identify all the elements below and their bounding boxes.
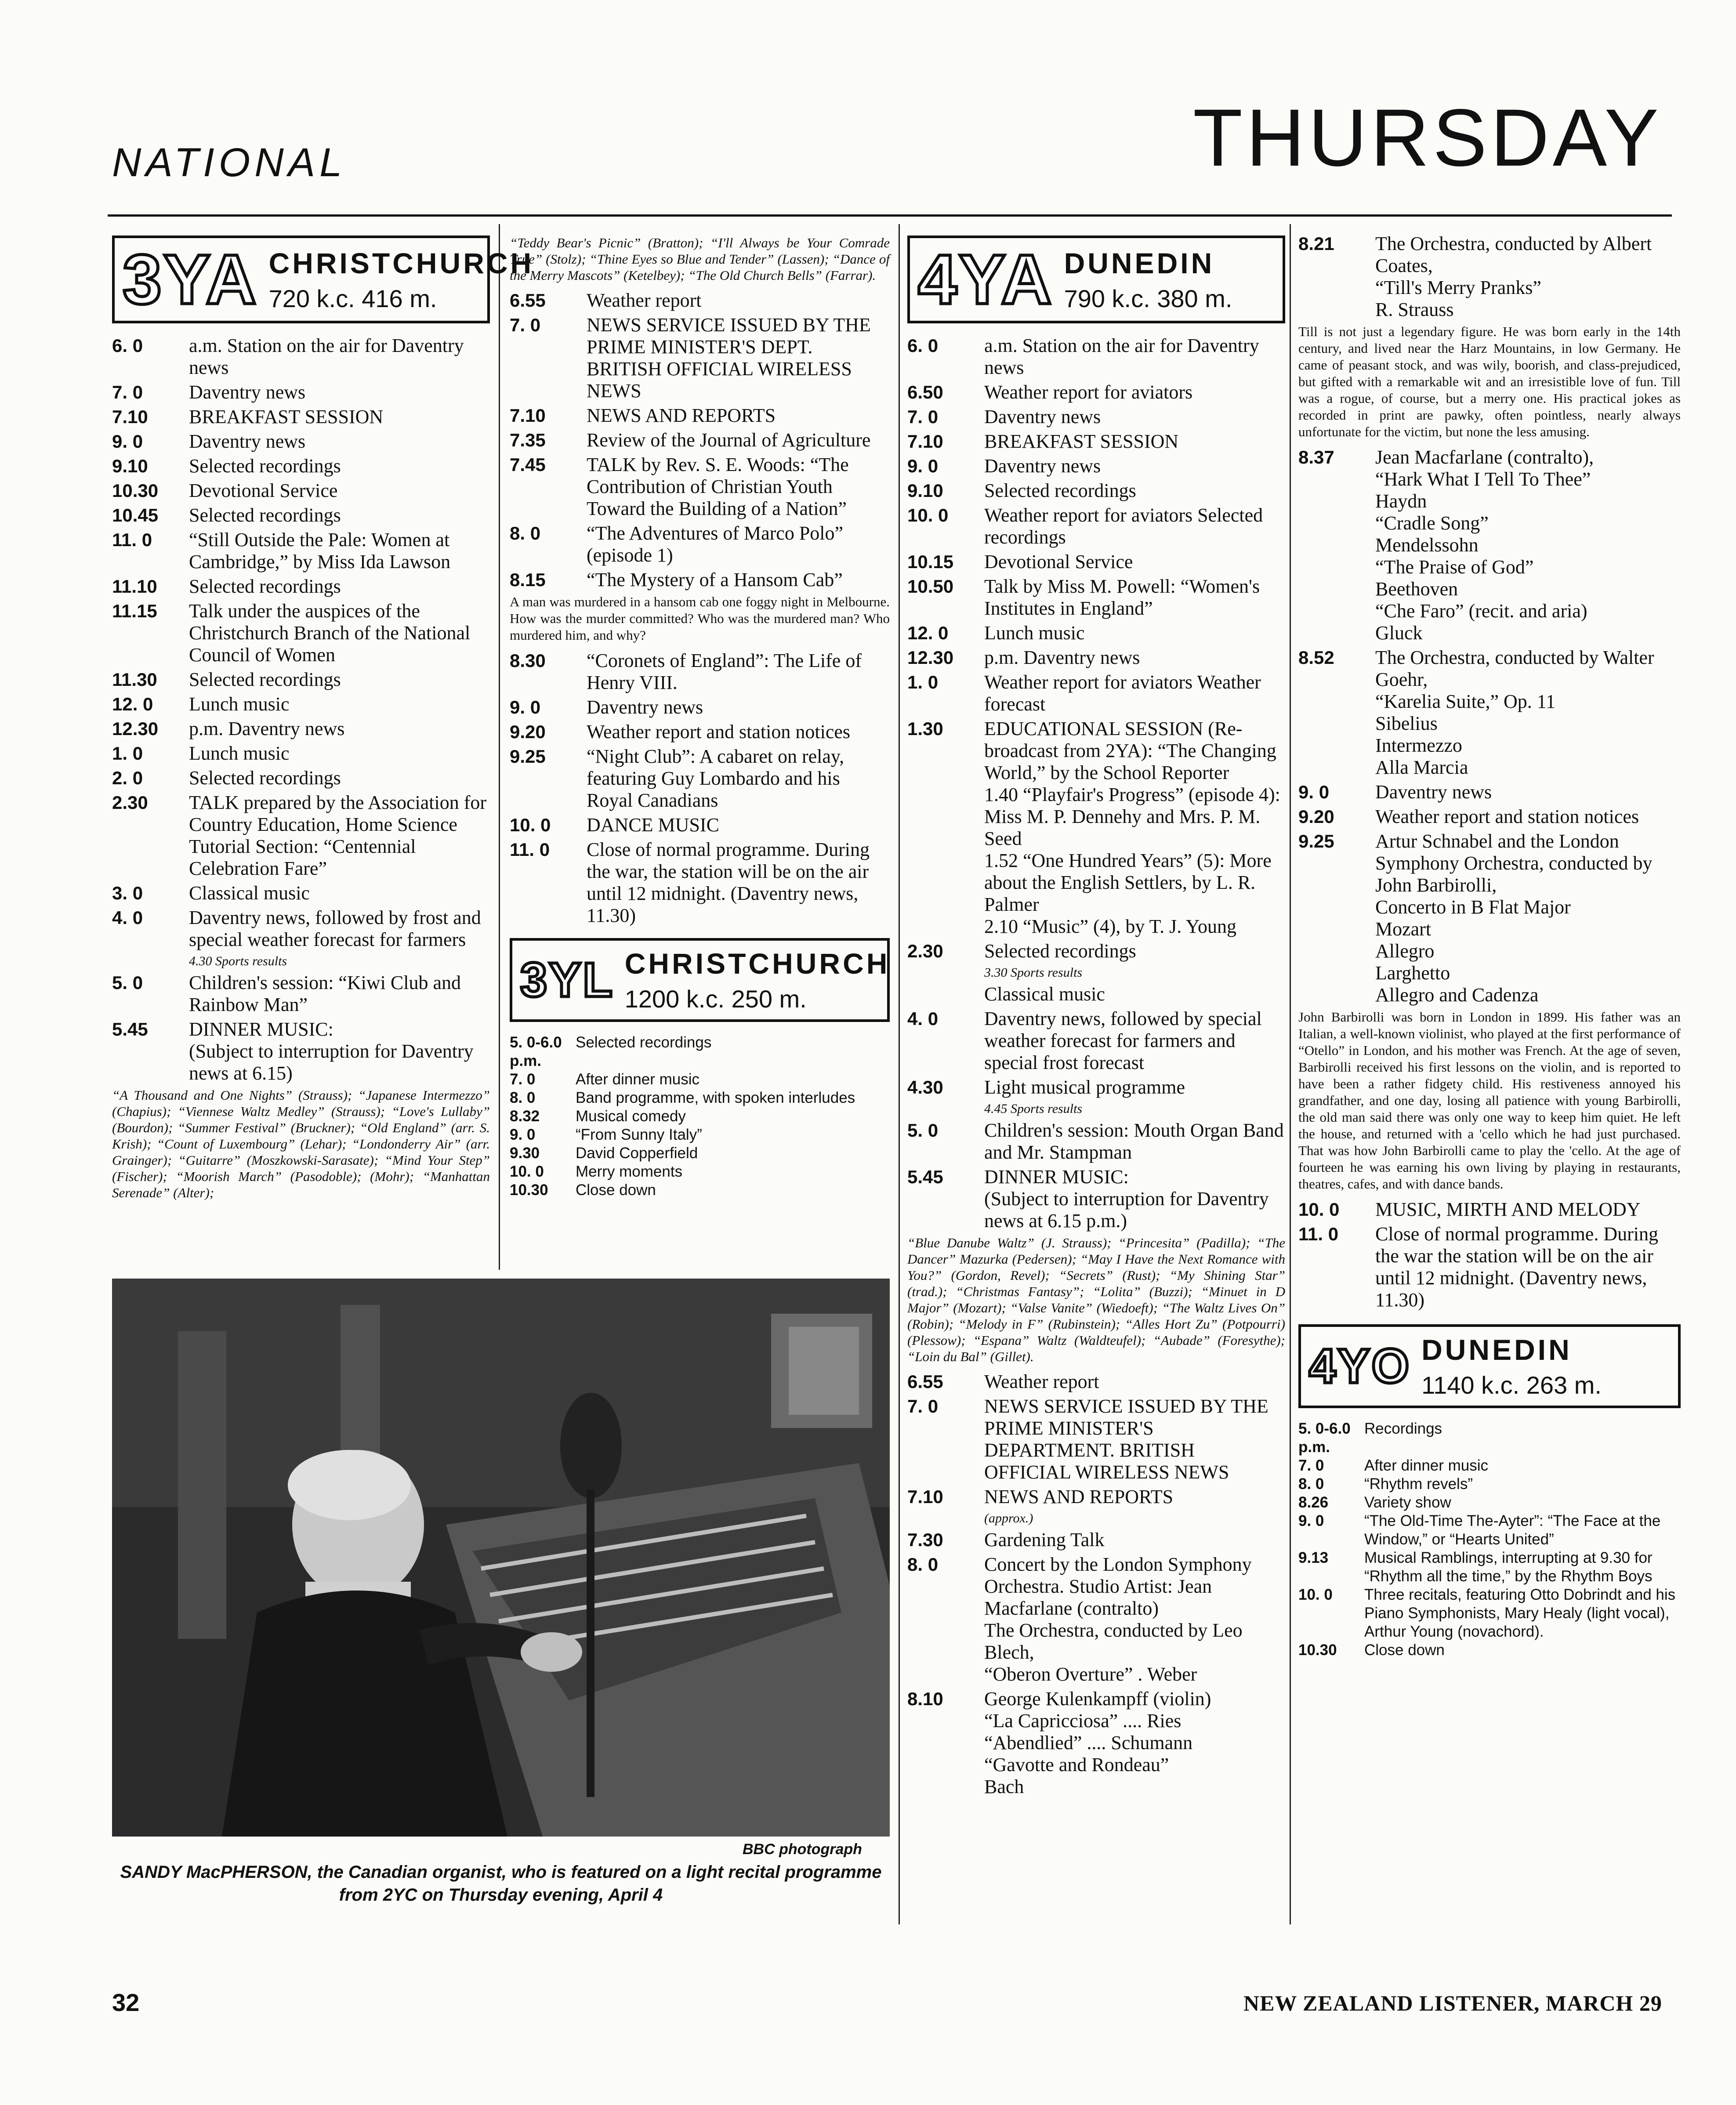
programme-time: 6.55 [907,1371,943,1392]
programme-entry [907,622,1285,644]
programme-entry [1298,1223,1681,1311]
schedule-row [1298,1641,1681,1659]
schedule-time: 7. 0 [510,1071,536,1088]
programme-time: 3. 0 [112,883,143,903]
programme-title: Weather report [984,1371,1099,1392]
programme-title: a.m. Station on the air for Daventry news [984,335,1259,378]
programme-time: 11. 0 [510,839,550,860]
programme-title: BREAKFAST SESSION [189,406,384,428]
programme-time: 7.30 [907,1529,943,1550]
programme-time: 11.15 [112,601,157,621]
schedule-time: 7. 0 [1298,1457,1324,1474]
programme-time: 7.45 [510,454,546,475]
programme-title: Review of the Journal of Agriculture [587,429,871,451]
programme-time: 9.25 [1298,831,1334,851]
programme-title: Selected recordings [189,504,341,526]
schedule-row [1298,1456,1681,1475]
programme-entry [510,814,890,836]
programme-entry [510,696,890,718]
column-divider [1290,224,1291,1924]
schedule-time: 8. 0 [510,1089,536,1106]
programme-time: 9.10 [112,456,148,476]
programme-entry [510,522,890,566]
schedule-item: Musical comedy [576,1108,686,1125]
programme-time: 9. 0 [1298,782,1330,802]
schedule-time: 9.13 [1298,1549,1329,1566]
programme-time: 5.45 [112,1019,148,1040]
programme-title: TALK by Rev. S. E. Woods: “The Contribution of Christian Youth Toward the Building of a Nation” [587,454,849,519]
programme-time: 8.21 [1298,233,1334,254]
programme-title: Weather report and station notices [1375,806,1639,827]
programme-time: 1. 0 [112,743,143,764]
schedule-row [510,1107,890,1126]
programme-time: 11.30 [112,669,157,690]
programme-entry [112,504,490,526]
programme-time: 7.10 [907,1486,943,1507]
page-number: 32 [112,1989,140,2016]
schedule-row [1298,1420,1681,1456]
programme-title: Selected recordings [984,480,1136,501]
programme-entry [112,480,490,502]
programme-title: a.m. Station on the air for Daventry news [189,335,464,378]
station-city: CHRISTCHURCH [624,947,890,980]
programme-entry [112,335,490,379]
schedule-time: 8. 0 [1298,1475,1324,1493]
schedule-row [1298,1586,1681,1641]
programme-time: 12.30 [112,718,159,739]
programme-entry [907,551,1285,573]
programme-entry [112,381,490,403]
programme-time: 10. 0 [907,505,949,525]
programme-time: 10.45 [112,505,159,525]
column-3ya-continued [510,233,890,1274]
programme-entry [510,454,890,520]
schedule-row [510,1163,890,1181]
schedule-time: 10.30 [510,1181,548,1199]
programme-title: Devotional Service [189,480,338,501]
schedule-row [1298,1512,1681,1549]
station-city: DUNEDIN [1064,246,1215,279]
programme-title: Light musical programme [984,1076,1185,1098]
schedule-row [510,1089,890,1107]
programme-time: 8.30 [510,650,546,671]
programme-title: NEWS SERVICE ISSUED BY THE PRIME MINISTER'S DEPT. BRITISH OFFICIAL WIRELESS NEWS [587,314,871,402]
programme-entry [112,529,490,573]
programme-list [112,335,490,1084]
section-heading: NATIONAL [112,140,347,185]
programme-time: 7.10 [510,405,546,426]
schedule-row [510,1070,890,1089]
programme-title: “Still Outside the Pale: Women at Cambridge,” by Miss Ida Lawson [189,529,451,572]
schedule-row [510,1144,890,1163]
schedule-item: Recordings [1364,1420,1442,1437]
schedule-time: 8.26 [1298,1494,1329,1511]
programme-title: MUSIC, MIRTH AND MELODY [1375,1199,1641,1220]
programme-time: 12. 0 [112,694,153,714]
schedule-row [1298,1549,1681,1586]
programme-list [1298,446,1681,1006]
programme-title: TALK prepared by the Association for Country Education, Home Science Tutorial Section: “Centennial Celebration Fare” [189,792,487,879]
programme-title: Lunch music [984,622,1085,644]
programme-list [1298,1199,1681,1311]
station-city: CHRISTCHURCH [268,246,534,279]
programme-title: Daventry news [984,455,1101,477]
schedule-time: 9.30 [510,1145,540,1162]
programme-time: 6.50 [907,382,943,402]
programme-entry [112,972,490,1016]
programme-title: Weather report for aviators Weather forecast [984,671,1261,715]
programme-time: 2.30 [907,941,943,961]
programme-title: Selected recordings [189,455,341,477]
schedule-time: 9. 0 [1298,1512,1324,1529]
programme-title: Daventry news [189,431,306,452]
programme-entry [907,1166,1285,1232]
programme-entry [1298,781,1681,803]
schedule-time: 5. 0-6.0 p.m. [510,1034,562,1069]
programme-entry [907,1076,1285,1098]
schedule-item: Close down [576,1181,656,1199]
programme-time: 8.10 [907,1688,943,1709]
programme-entry [510,746,890,812]
programme-title: Lunch music [189,693,290,715]
programme-title: p.m. Daventry news [189,718,345,739]
programme-time: 1.30 [907,718,943,739]
programme-time: 12. 0 [907,623,949,643]
schedule-item: Selected recordings [576,1034,712,1051]
programme-title: EDUCATIONAL SESSION (Re-broadcast from 2YA): “The Changing World,” by the School Reporter 1.40 “Playfair's Progress” (episode 4): Miss M. P. Dennehy and Mrs. P. M. Seed 1.52 “One Hundred Years” (5): More about the English Settlers, by L. R. Palmer 2.10 “Music” (4), by T. J. Young [984,718,1280,937]
programme-time: 2. 0 [112,768,143,788]
programme-time: 7.10 [907,431,943,452]
programme-time: 8. 0 [510,523,541,543]
programme-title: DINNER MUSIC: (Subject to interruption for Daventry news at 6.15 p.m.) [984,1166,1269,1232]
programme-entry [1298,446,1681,644]
programme-entry [907,718,1285,938]
schedule-item: Variety show [1364,1494,1451,1511]
programme-entry [907,504,1285,548]
programme-entry [510,290,890,312]
publication-footer: NEW ZEALAND LISTENER, MARCH 29 [1243,1991,1662,2015]
programme-entry [1298,233,1681,321]
programme-entry [112,1018,490,1084]
programme-title: Weather report for aviators [984,381,1193,403]
programme-title: NEWS AND REPORTS [984,1486,1174,1507]
programme-entry [907,647,1285,669]
programme-entry [510,839,890,927]
schedule-item: Close down [1364,1641,1445,1659]
programme-title: Lunch music [189,743,290,764]
schedule-time: 9. 0 [510,1126,536,1143]
photo-caption: SANDY MacPHERSON, the Canadian organist, who is featured on a light recital programme from 2YC on Thursday evening, April 4 [120,1862,882,1905]
programme-list [510,290,890,591]
schedule-time: 5. 0-6.0 p.m. [1298,1420,1351,1456]
programme-time [907,983,984,1005]
sub-note: 4.30 Sports results [189,954,287,968]
programme-entry [907,480,1285,502]
column-divider [499,224,500,1270]
programme-entry [112,767,490,789]
programme-entry [907,1688,1285,1798]
photo-credit: BBC photograph [743,1841,862,1858]
station-frequency: 1200 k.c. 250 m. [624,985,807,1013]
programme-title: Classical music [984,983,1105,1005]
programme-time: 9.20 [1298,806,1334,827]
programme-time: 8. 0 [907,1554,939,1575]
schedule-item: After dinner music [576,1071,700,1088]
programme-time: 7.35 [510,430,546,450]
station-frequency: 1140 k.c. 263 m. [1421,1371,1602,1399]
programme-time: 1. 0 [907,672,939,692]
sub-note: 3.30 Sports results [984,965,1083,980]
sub-note: 4.45 Sports results [984,1101,1083,1116]
programme-title: Daventry news [587,696,703,718]
programme-entry [112,907,490,951]
schedule-row [510,1181,890,1199]
dinner-music-list: “Blue Danube Waltz” (J. Strauss); “Princesita” (Padilla); “The Dancer” Mazurka (Pedersen); “May I Have the Next Romance with You?” (Gordon, Revel); “Secrets” (Rust); “My Shining Star” (trad.); “Christmas Fantasy”; “Lolita” (Buzzi); “Minuet in D Major” (Mozart); “Valse Vanite” (Wiedoeft); “The Waltz Lives On” (Robin); “Melody in F” (Rubinstein); “Alles Hort Zu” (Potpourri) (Plessow); “Espana” Waltz (Waldteufel); “Aubade” (Foresythe); “Loin du Bal” (Gillet). [907,1235,1285,1364]
programme-time: 6. 0 [907,335,939,356]
schedule-row [510,1033,890,1070]
column-4ya [907,233,1285,1938]
programme-entry [907,1120,1285,1163]
programme-entry [112,406,490,428]
sub-note: (approx.) [984,1511,1033,1525]
programme-entry [112,743,490,764]
schedule-item: Band programme, with spoken interludes [576,1089,855,1106]
programme-time: 7. 0 [907,1396,939,1417]
programme-entry [112,455,490,477]
schedule-item: Musical Ramblings, interrupting at 9.30 for “Rhythm all the time,” by the Rhythm Boys [1364,1549,1653,1585]
programme-title: Children's session: Mouth Organ Band and Mr. Stampman [984,1120,1284,1163]
programme-title: The Orchestra, conducted by Albert Coates, “Till's Merry Pranks” R. Strauss [1375,233,1652,320]
programme-time: 12.30 [907,647,954,668]
programme-time: 10. 0 [1298,1199,1340,1220]
schedule-item: “Rhythm revels” [1364,1475,1473,1493]
station-callsign: 3YA [123,240,258,319]
programme-entry [907,335,1285,379]
programme-title: Jean Macfarlane (contralto), “Hark What I Tell To Thee” Haydn “Cradle Song” Mendelssohn “The Praise of God” Beethoven “Che Faro” (recit. and aria) Gluck [1375,446,1594,644]
programme-time: 8.52 [1298,647,1334,668]
programme-entry [1298,806,1681,828]
station-banner-4yo [1298,1324,1681,1408]
programme-time: 10.50 [907,576,954,597]
schedule-time: 8.32 [510,1108,540,1125]
station-city: DUNEDIN [1421,1333,1572,1366]
programme-title: Selected recordings [189,576,341,597]
programme-title: Close of normal programme. During the war, the station will be on the air until 12 midnight. (Daventry news, 11.30) [587,839,870,926]
programme-entry [112,693,490,715]
programme-time: 2.30 [112,792,148,813]
programme-time: 9. 0 [112,431,143,452]
programme-entry [907,1008,1285,1074]
organist-photo [112,1279,890,1837]
schedule-time: 10.30 [1298,1641,1337,1659]
programme-entry [510,569,890,591]
programme-time: 7. 0 [510,315,541,335]
schedule-row [510,1126,890,1144]
programme-title: Weather report for aviators Selected recordings [984,504,1263,548]
schedule-item: “From Sunny Italy” [576,1126,702,1143]
programme-time: 9.20 [510,721,546,742]
programme-title: Weather report and station notices [587,721,851,743]
station-banner-3yl [510,938,890,1022]
programme-title: DINNER MUSIC: (Subject to interruption for Daventry news at 6.15) [189,1018,474,1084]
header-rule [108,214,1672,217]
programme-entry [112,882,490,904]
programme-entry [907,1486,1285,1508]
programme-list [907,1371,1285,1798]
programme-time: 10.30 [112,480,159,501]
programme-entry [510,650,890,694]
programme-time: 4.30 [907,1077,943,1098]
programme-time: 11. 0 [112,529,152,550]
programme-title: Weather report [587,290,702,311]
programme-entry [112,718,490,740]
programme-title: Concert by the London Symphony Orchestra. Studio Artist: Jean Macfarlane (contralto) The Orchestra, conducted by Leo Blech, “Oberon Overture” . Weber [984,1554,1252,1685]
programme-title: Classical music [189,882,310,904]
programme-entry [907,1371,1285,1393]
hansom-cab-note: A man was murdered in a hansom cab one foggy night in Melbourne. How was the murder committed? Who was the murdered man? Who murdered him, and why? [510,594,890,643]
short-schedule [1298,1420,1681,1659]
programme-time: 6.55 [510,290,546,311]
programme-entry [510,721,890,743]
programme-title: George Kulenkampff (violin) “La Capricciosa” .... Ries “Abendlied” .... Schumann “Gavotte and Rondeau” Bach [984,1688,1211,1797]
schedule-time: 10. 0 [510,1163,544,1180]
programme-entry [907,455,1285,477]
programme-time: 9.25 [510,746,546,767]
programme-title: “The Adventures of Marco Polo” (episode 1) [587,522,844,566]
programme-time: 11. 0 [1298,1224,1339,1244]
programme-title: Close of normal programme. During the war the station will be on the air until 12 midnight. (Daventry news, 11.30) [1375,1223,1658,1311]
programme-time: 10.15 [907,551,954,572]
programme-title: Daventry news [984,406,1101,428]
column-4ya-continued [1298,233,1681,1938]
programme-entry [907,1554,1285,1685]
programme-entry [112,600,490,666]
programme-entry [907,1395,1285,1483]
schedule-item: “The Old-Time The-Ayter”: “The Face at the Window,” or “Hearts United” [1364,1512,1661,1548]
organ-photo-illustration [112,1279,890,1837]
programme-time: 9. 0 [907,456,939,476]
schedule-item: Three recitals, featuring Otto Dobrindt and his Piano Symphonists, Mary Healy (light vocal), Arthur Young (novachord). [1364,1586,1676,1640]
programme-entry [907,940,1285,962]
programme-time: 7. 0 [112,382,143,402]
programme-title: Daventry news, followed by special weather forecast for farmers and special frost forecast [984,1008,1262,1073]
programme-time: 10. 0 [510,815,551,835]
programme-title: Selected recordings [984,940,1136,962]
programme-title: Talk under the auspices of the Christchurch Branch of the National Council of Women [189,600,471,666]
till-eulenspiegel-note: Till is not just a legendary figure. He was born early in the 14th century, and lived near the Harz Mountains, in low Germany. He came of peasant stock, and was wily, boorish, and class-prejudiced, but gifted with a remarkable wit and an irresistible love of fun. Till was a rogue, of course, but a merry one. His practical jokes as recorded in print are pawky, often pointless, nearly always unfortunate for the victim, but none the less amusing. [1298,324,1681,439]
programme-title: Daventry news, followed by frost and special weather forecast for farmers [189,907,481,950]
programme-entry [907,983,1285,1005]
programme-time: 4. 0 [112,907,143,928]
programme-time: 7.10 [112,406,148,427]
day-heading: THURSDAY [1193,93,1662,183]
programme-list [907,335,1285,1232]
programme-entry [112,576,490,598]
programme-entry [907,431,1285,453]
programme-entry [510,429,890,451]
programme-time: 11.10 [112,576,157,597]
programme-entry [112,669,490,691]
programme-title: NEWS SERVICE ISSUED BY THE PRIME MINISTER'S DEPARTMENT. BRITISH OFFICIAL WIRELESS NEWS [984,1395,1268,1483]
programme-time: 8.37 [1298,447,1334,467]
station-callsign: 4YA [918,240,1054,319]
programme-title: The Orchestra, conducted by Walter Goehr, “Karelia Suite,” Op. 11 Sibelius Intermezzo Alla Marcia [1375,647,1654,778]
programme-time: 5. 0 [907,1120,939,1141]
barbirolli-note: John Barbirolli was born in London in 1899. His father was an Italian, a well-known violinist, who played at the first performance of “Otello” in London, and his mother was French. At the age of seven, Barbirolli received his first lessons on the violin, and is reported to have been a rather fidgety child. His restiveness annoyed his grandfather, and one day, losing all patience with young Barbirolli, the old man said there was only one way to keep him quiet. He left the house, and returned with a 'cello which he had just purchased. That was how John Barbirolli came to play the 'cello. At the age of fourteen he was earning his own living by playing in restaurants, theatres, cafes, and with dance bands. [1298,1009,1681,1192]
short-schedule [510,1033,890,1199]
station-frequency: 720 k.c. 416 m. [268,284,437,312]
programme-title: BREAKFAST SESSION [984,431,1179,452]
programme-entry [510,405,890,427]
programme-title: Daventry news [1375,781,1492,803]
dinner-music-list: “A Thousand and One Nights” (Strauss); “Japanese Intermezzo” (Chapius); “Viennese Waltz Medley” (Strauss); “Love's Lullaby” (Bourdon); “Summer Festival” (Bruckner); “Old England” (arr. S. Krish); “Count of Luxembourg” (Lehar); “Londonderry Air” (arr. Grainger); “Guitarre” (Moszkowski-Sarasate); “Mind Your Step” (Fischer); “Moorish March” (Pasodoble); (Mohr); “Manhattan Serenade” (Alter); [112,1087,490,1200]
programme-title: “The Mystery of a Hansom Cab” [587,569,843,591]
programme-time: 5.45 [907,1167,943,1187]
programme-title: “Night Club”: A cabaret on relay, featuring Guy Lombardo and his Royal Canadians [587,746,844,811]
column-divider [899,224,900,1924]
programme-entry [907,406,1285,428]
programme-title: Devotional Service [984,551,1133,572]
programme-entry [1298,647,1681,779]
schedule-item: David Copperfield [576,1145,698,1162]
schedule-row [1298,1475,1681,1493]
programme-time: 6. 0 [112,335,143,356]
programme-entry [907,1529,1285,1551]
programme-time: 4. 0 [907,1008,939,1029]
programme-time: 9.10 [907,480,943,501]
schedule-time: 10. 0 [1298,1586,1333,1603]
programme-entry [112,792,490,880]
schedule-item: After dinner music [1364,1457,1489,1474]
programme-entry [907,381,1285,403]
programme-list [1298,233,1681,321]
programme-title: DANCE MUSIC [587,814,719,836]
programme-title: Daventry news [189,381,306,403]
programme-time: 5. 0 [112,972,143,993]
programme-title: Talk by Miss M. Powell: “Women's Institutes in England” [984,576,1260,619]
programme-entry [112,431,490,453]
programme-title: Artur Schnabel and the London Symphony Orchestra, conducted by John Barbirolli, Concerto in B Flat Major Mozart Allegro Larghetto Allegro and Cadenza [1375,830,1653,1006]
programme-entry [907,671,1285,715]
programme-entry [1298,1199,1681,1221]
programme-time: 9. 0 [510,697,541,717]
programme-time: 7. 0 [907,406,939,427]
programme-entry [510,314,890,402]
programme-title: Selected recordings [189,767,341,789]
programme-title: Selected recordings [189,669,341,690]
programme-entry [907,576,1285,620]
station-callsign: 3YL [520,953,614,1007]
programme-time: 8.15 [510,569,546,590]
programme-title: NEWS AND REPORTS [587,405,776,426]
programme-title: Children's session: “Kiwi Club and Rainbow Man” [189,972,461,1015]
programme-title: p.m. Daventry news [984,647,1140,668]
programme-title: “Coronets of England”: The Life of Henry VIII. [587,650,862,693]
schedule-item: Merry moments [576,1163,683,1180]
schedule-row [1298,1493,1681,1512]
programme-list [510,650,890,927]
station-callsign: 4YO [1309,1339,1411,1393]
station-frequency: 790 k.c. 380 m. [1064,284,1232,312]
dinner-music-continued: “Teddy Bear's Picnic” (Bratton); “I'll Always be Your Comrade True” (Stolz); “Thine Eyes so Blue and Tender” (Lassen); “Dance of the Merry Mascots” (Ketelbey); “The Old Church Bells” (Farrar). [510,235,890,283]
programme-entry [1298,830,1681,1006]
station-banner-4ya [907,235,1285,323]
programme-title: Gardening Talk [984,1529,1105,1551]
